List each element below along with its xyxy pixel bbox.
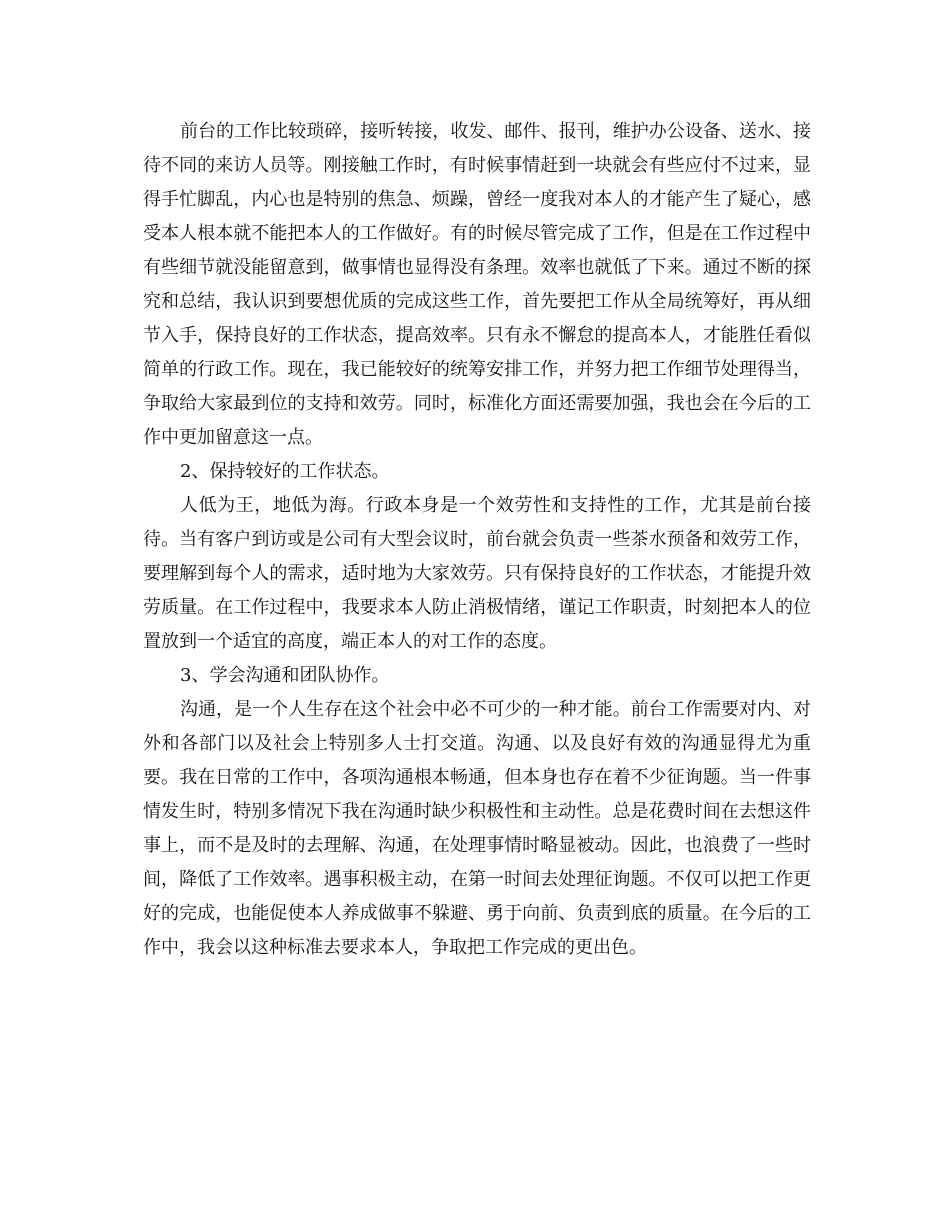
- document-body: [143, 115, 811, 965]
- paragraph-communication: 沟通，是一个人生存在这个社会中必不可少的一种才能。前台工作需要对内、对外和各部门以及社会上特别多人士打交道。沟通、以及良好有效的沟通显得尤为重要。我在日常的工作中，各项沟通根本畅通，但本身也存在着不少征询题。当一件事情发生时，特别多情况下我在沟通时缺少积极性和主动性。总是花费时间在去想这件事上，而不是及时的去理解、沟通，在处理事情时略显被动。因此，也浪费了一些时间，降低了工作效率。遇事积极主动，在第一时间去处理征询题。不仅可以把工作更好的完成，也能促使本人养成做事不躲避、勇于向前、负责到底的质量。在今后的工作中，我会以这种标准去要求本人，争取把工作完成的更出色。: [143, 699, 811, 958]
- paragraph-front-desk-duties: 前台的工作比较琐碎，接听转接，收发、邮件、报刊，维护办公设备、送水、接待不同的来访人员等。刚接触工作时，有时候事情赶到一块就会有些应付不过来，显得手忙脚乱，内心也是特别的焦急、烦躁，曾经一度我对本人的才能产生了疑心，感受本人根本就不能把本人的工作做好。有的时候尽管完成了工作，但是在工作过程中有些细节就没能留意到，做事情也显得没有条理。效率也就低了下来。通过不断的探究和总结，我认识到要想优质的完成这些工作，首先要把工作从全局统筹好，再从细节入手，保持良好的工作状态，提高效率。只有永不懈怠的提高本人，才能胜任看似简单的行政工作。现在，我已能较好的统筹安排工作，并努力把工作细节处理得当，争取给大家最到位的支持和效劳。同时，标准化方面还需要加强，我也会在今后的工作中更加留意这一点。: [143, 121, 811, 448]
- heading-keep-good-working-state: 2、保持较好的工作状态。: [180, 461, 390, 482]
- heading-communication-teamwork: 3、学会沟通和团队协作。: [180, 665, 390, 686]
- paragraph-working-state: 人低为王，地低为海。行政本身是一个效劳性和支持性的工作，尤其是前台接待。当有客户到访或是公司有大型会议时，前台就会负责一些茶水预备和效劳工作，要理解到每个人的需求，适时地为大家效劳。只有保持良好的工作状态，才能提升效劳质量。在工作过程中，我要求本人防止消极情绪，谨记工作职责，时刻把本人的位置放到一个适宜的高度，端正本人的对工作的态度。: [143, 495, 811, 652]
